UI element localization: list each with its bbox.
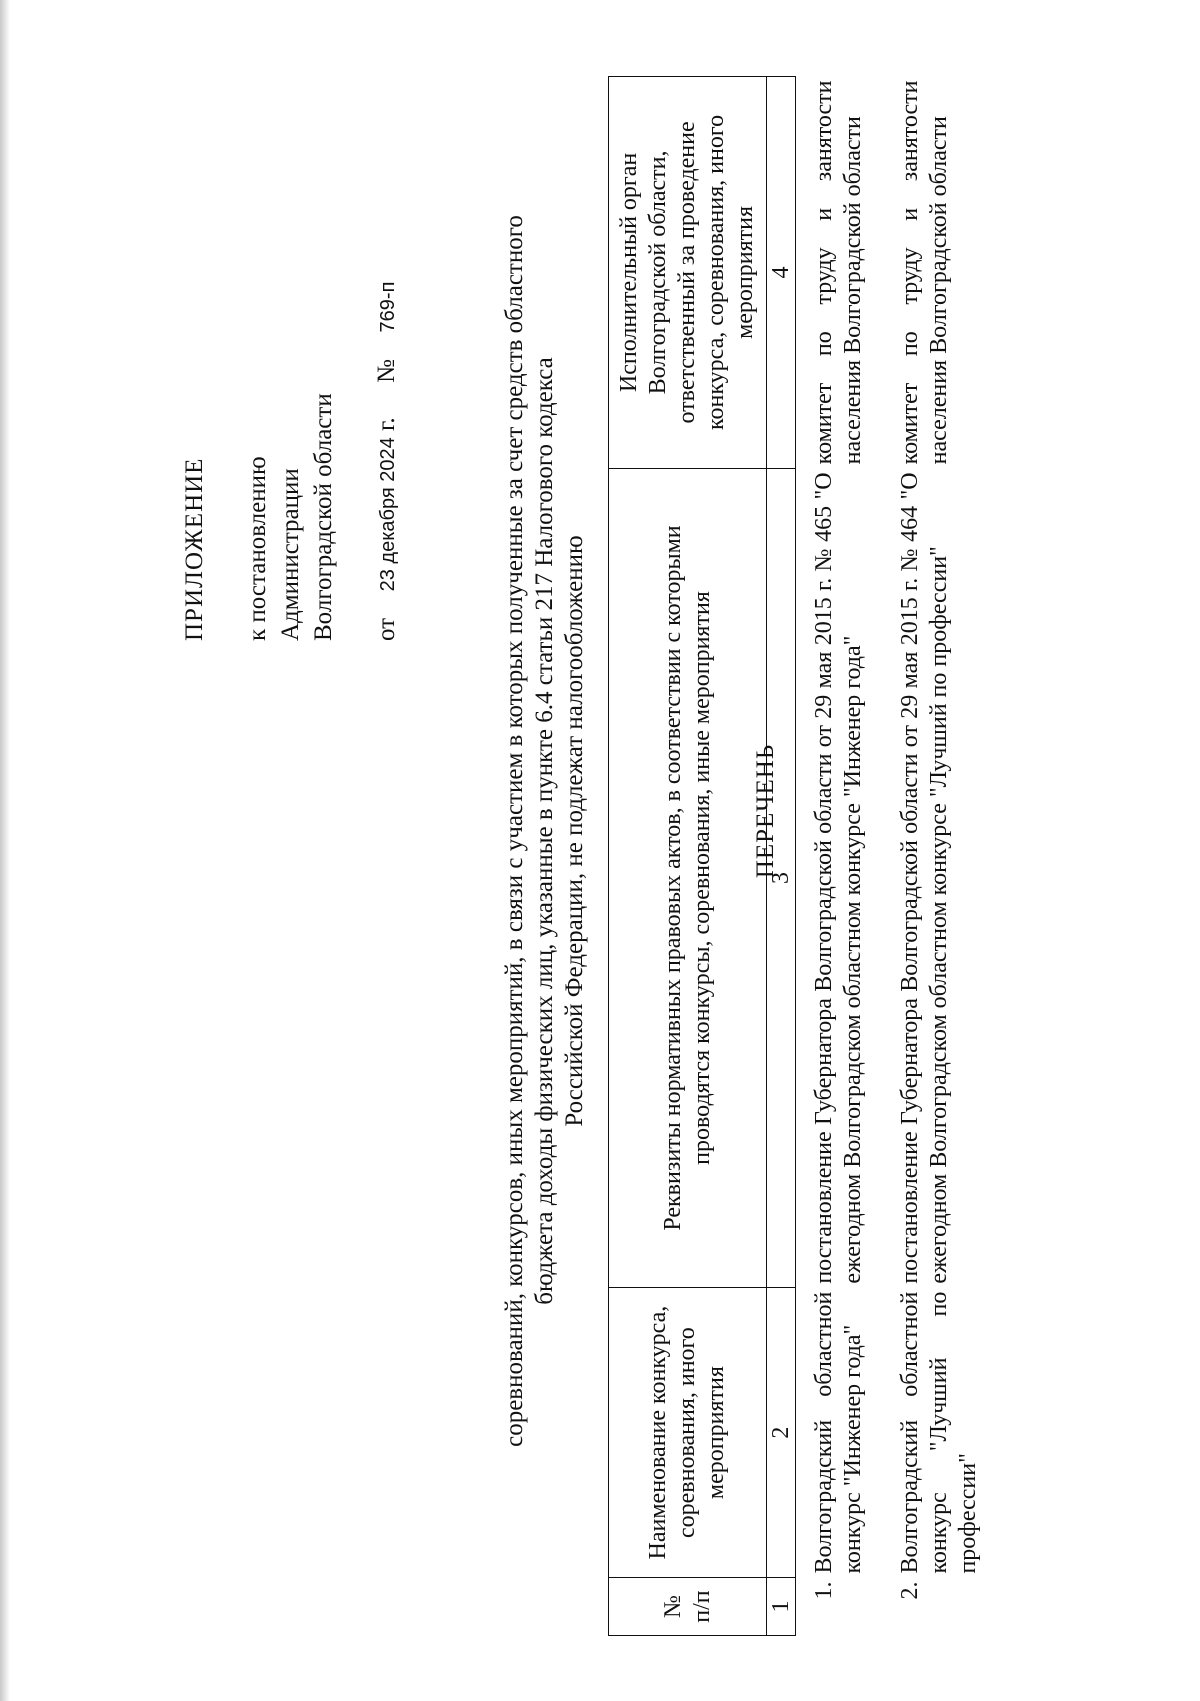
header-number: № п/п: [609, 1578, 767, 1636]
preamble-line-1: соревнований, конкурсов, иных мероприятий, в связи с участием в которых полученные за счет средств областного: [501, 215, 528, 1447]
column-number-row: [767, 77, 796, 1636]
row-2-body: комитет по труду и занятости населения Волгоградской области: [897, 80, 952, 465]
table-row: [810, 77, 868, 1636]
row-2-name: Волгоградский областной конкурс "Лучший по профессии": [897, 1291, 981, 1574]
table-header-row: [609, 77, 767, 1636]
row-1-body: комитет по труду и занятости населения Волгоградской области: [811, 80, 866, 465]
header-name: Наименование конкурса, соревнования, иного мероприятия: [609, 1288, 767, 1578]
column-number-2: 2: [767, 1288, 796, 1578]
preamble-line-3: Российской Федерации, не подлежат налогообложению: [561, 535, 588, 1127]
date-number-line: [370, 282, 405, 641]
row-2-number: 2.: [897, 1581, 923, 1600]
document-preamble: [500, 131, 590, 1531]
document-heading: ПЕРЕЧЕНЬ: [752, 743, 779, 879]
column-number-1: 1: [767, 1578, 796, 1636]
appendix-block: [178, 282, 405, 641]
appendix-line-3: Волгоградской области: [310, 393, 337, 641]
column-number-4: 4: [767, 77, 796, 469]
appendix-title: ПРИЛОЖЕНИЕ: [181, 457, 208, 641]
number-prefix: №: [373, 358, 400, 383]
row-1-act: постановление Губернатора Волгоградской области от 29 мая 2015 г. № 465 "О ежегодном Волгоградском областном конкурсе "Инженер года": [811, 472, 866, 1284]
date-prefix: от: [373, 617, 400, 641]
header-act: Реквизиты нормативных правовых актов, в соответствии с которыми проводятся конкурсы, соревнования, иные мероприятия: [609, 468, 767, 1287]
appendix-line-1: к постановлению: [244, 456, 271, 641]
number-value: 769-п: [377, 281, 399, 333]
events-table: [608, 76, 983, 1636]
header-body: Исполнительный орган Волгоградской области, ответственный за проведение конкурса, соревнования, иного мероприятия: [609, 77, 767, 469]
table-row: [896, 77, 983, 1636]
column-number-3: 3: [767, 468, 796, 1287]
preamble-line-2: бюджета доходы физических лиц, указанные в пункте 6.4 статьи 217 Налогового кодекса: [531, 357, 558, 1305]
date-suffix: г.: [373, 417, 400, 431]
appendix-line-2: Администрации: [277, 468, 304, 641]
date-value: 23 декабря 2024: [377, 437, 399, 592]
row-1-name: Волгоградский областной конкурс "Инженер года": [811, 1291, 866, 1574]
row-2-act: постановление Губернатора Волгоградской области от 29 мая 2015 г. № 464 "О ежегодном Волгоградском областном конкурсе "Лучший по профессии": [897, 472, 952, 1284]
row-1-number: 1.: [811, 1581, 837, 1600]
